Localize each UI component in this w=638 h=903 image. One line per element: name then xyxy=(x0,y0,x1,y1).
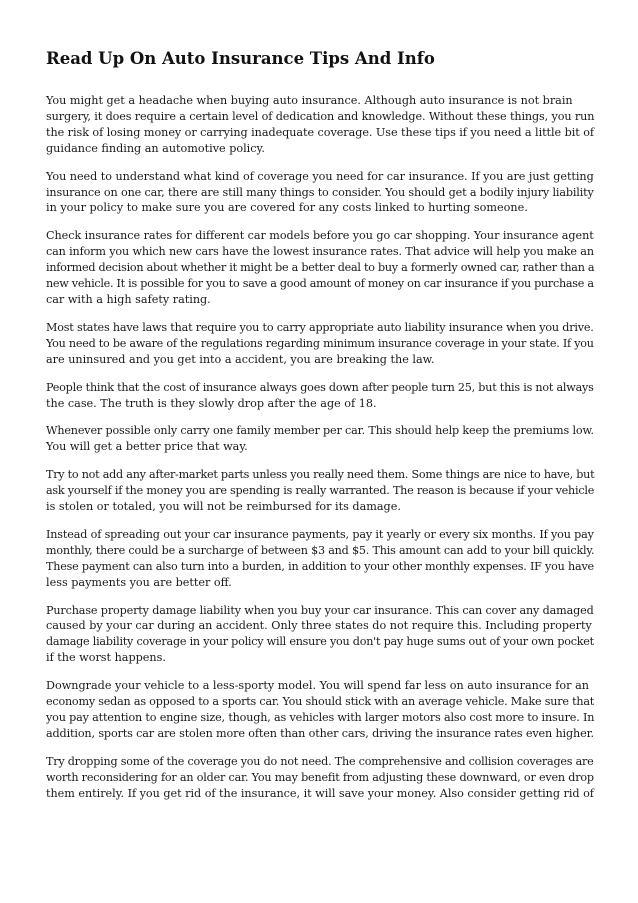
paragraph xyxy=(46,467,594,515)
text-line: Instead of spreading out your car insurance payments, pay it yearly or every six months. If you pay xyxy=(46,527,594,541)
text-line: You need to be aware of the regulations regarding minimum insurance coverage in your state. If you xyxy=(46,336,594,350)
document-page xyxy=(46,48,594,814)
paragraph xyxy=(46,320,594,368)
text-line: Downgrade your vehicle to a less-sporty model. You will spend far less on auto insurance for an xyxy=(46,679,589,693)
text-line: guidance finding an automotive policy. xyxy=(46,141,265,155)
text-line: These payment can also turn into a burden, in addition to your other monthly expenses. IF you have xyxy=(46,559,594,573)
text-line: informed decision about whether it might be a better deal to buy a formerly owned car, rather than a xyxy=(46,261,595,275)
text-line: if the worst happens. xyxy=(46,651,166,665)
text-line: monthly, there could be a surcharge of between $3 and $5. This amount can add to your bill quickly. xyxy=(46,543,595,557)
text-line: the case. The truth is they slowly drop after the age of 18. xyxy=(46,396,377,410)
text-line: caused by your car during an accident. Only three states do not require this. Including property xyxy=(46,619,592,633)
paragraph xyxy=(46,754,594,802)
text-line: You need to understand what kind of coverage you need for car insurance. If you are just getting xyxy=(46,169,594,183)
text-line: Most states have laws that require you to carry appropriate auto liability insurance when you drive. xyxy=(46,320,594,334)
paragraph xyxy=(46,93,594,157)
document-body xyxy=(46,93,594,802)
text-line: Whenever possible only carry one family member per car. This should help keep the premiums low. xyxy=(46,424,594,438)
paragraph xyxy=(46,169,594,217)
text-line: addition, sports car are stolen more often than other cars, driving the insurance rates even higher. xyxy=(46,726,594,740)
text-line: insurance on one car, there are still many things to consider. You should get a bodily injury liability xyxy=(46,185,594,199)
text-line: car with a high safety rating. xyxy=(46,292,211,306)
text-line: You might get a headache when buying auto insurance. Although auto insurance is not brain xyxy=(46,94,573,107)
paragraph xyxy=(46,380,594,412)
paragraph xyxy=(46,678,594,742)
text-line: Check insurance rates for different car models before you go car shopping. Your insurance agent xyxy=(46,229,594,243)
text-line: surgery, it does require a certain level of dedication and knowledge. Without these things, you run xyxy=(46,109,595,123)
text-line: worth reconsidering for an older car. You may benefit from adjusting these downward, or even drop xyxy=(46,770,594,784)
text-line: new vehicle. It is possible for you to save a good amount of money on car insurance if you purchase a xyxy=(46,277,594,291)
paragraph xyxy=(46,423,594,455)
text-line: in your policy to make sure you are covered for any costs linked to hurting someone. xyxy=(46,201,528,215)
paragraph xyxy=(46,603,594,667)
text-line: are uninsured and you get into a accident, you are breaking the law. xyxy=(46,352,435,366)
text-line: You will get a better price that way. xyxy=(46,440,248,454)
text-line: you pay attention to engine size, though, as vehicles with larger motors also cost more to insure. In xyxy=(46,711,595,724)
document-title: Read Up On Auto Insurance Tips And Info xyxy=(46,49,435,68)
text-line: Try dropping some of the coverage you do not need. The comprehensive and collision coverages are xyxy=(46,754,594,768)
text-line: is stolen or totaled, you will not be reimbursed for its damage. xyxy=(46,500,401,514)
paragraph xyxy=(46,228,594,308)
text-line: damage liability coverage in your policy will ensure you don't pay huge sums out of your own pocket xyxy=(46,635,594,649)
text-line: Purchase property damage liability when you buy your car insurance. This can cover any damaged xyxy=(46,603,594,617)
paragraph xyxy=(46,527,594,591)
text-line: People think that the cost of insurance always goes down after people turn 25, but this is not always xyxy=(46,380,594,394)
text-line: can inform you which new cars have the lowest insurance rates. That advice will help you make an xyxy=(46,245,594,259)
text-line: them entirely. If you get rid of the insurance, it will save your money. Also consider getting rid of xyxy=(46,786,594,800)
text-line: Try to not add any after-market parts unless you really need them. Some things are nice to have, but xyxy=(46,468,595,482)
text-line: ask yourself if the money you are spending is really warranted. The reason is because if your vehicle xyxy=(46,484,595,498)
text-line: less payments you are better off. xyxy=(46,575,232,589)
text-line: the risk of losing money or carrying inadequate coverage. Use these tips if you need a little bit of xyxy=(46,125,594,139)
text-line: economy sedan as opposed to a sports car. You should stick with an average vehicle. Make sure that xyxy=(46,695,595,709)
